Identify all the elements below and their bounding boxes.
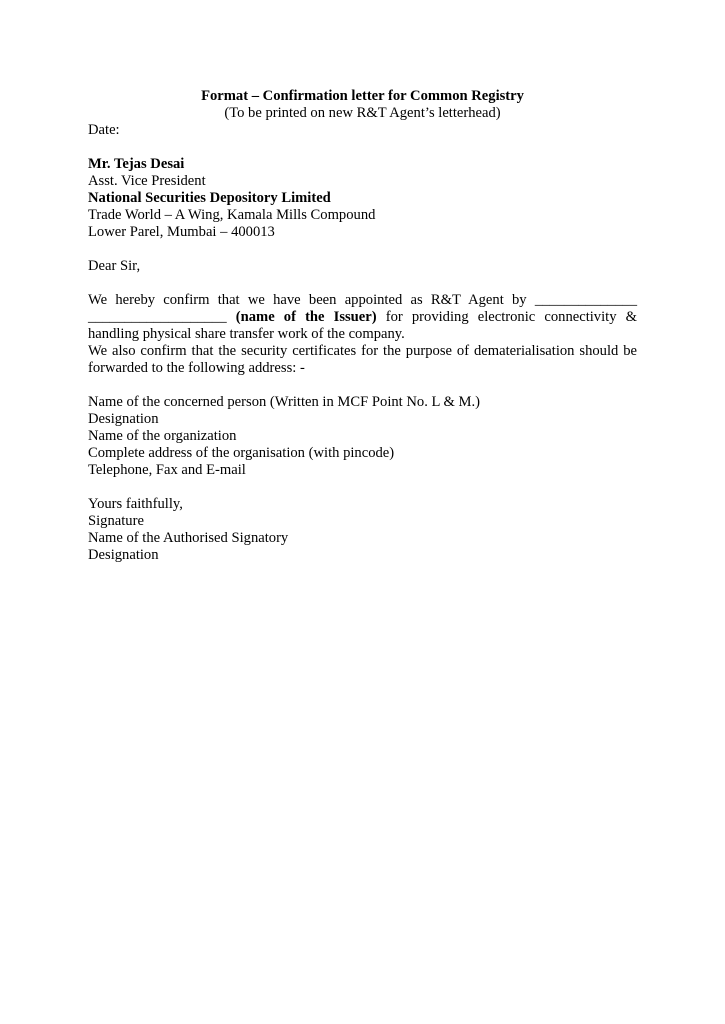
recipient-position: Asst. Vice President bbox=[88, 173, 206, 189]
spacer bbox=[88, 275, 637, 292]
address-fields-list bbox=[88, 394, 637, 479]
document-title: Format – Confirmation letter for Common Registry bbox=[201, 88, 524, 104]
signature-label: Signature bbox=[88, 513, 144, 529]
date-label: Date: bbox=[88, 122, 120, 138]
designation-label: Designation bbox=[88, 547, 159, 563]
list-item: Designation bbox=[88, 411, 159, 427]
paragraph-text: We hereby confirm that we have been appointed as R&T Agent by ______________ ___________________ bbox=[88, 292, 637, 325]
valediction: Yours faithfully, bbox=[88, 496, 183, 512]
closing-block bbox=[88, 496, 637, 564]
list-item: Complete address of the organisation (with pincode) bbox=[88, 445, 395, 461]
spacer bbox=[88, 377, 637, 394]
recipient-company: National Securities Depository Limited bbox=[88, 190, 331, 206]
list-item: Name of the concerned person (Written in MCF Point No. L & M.) bbox=[88, 394, 481, 410]
recipient-address-line2: Lower Parel, Mumbai – 400013 bbox=[88, 224, 275, 240]
issuer-placeholder-label: (name of the Issuer) bbox=[235, 309, 377, 325]
spacer bbox=[88, 241, 637, 258]
list-item: Name of the organization bbox=[88, 428, 237, 444]
spacer bbox=[88, 139, 637, 156]
list-item: Telephone, Fax and E-mail bbox=[88, 462, 246, 478]
confirmation-paragraph bbox=[88, 292, 637, 343]
address-paragraph: We also confirm that the security certificates for the purpose of dematerialisation should be forwarded to the following address: - bbox=[88, 343, 637, 376]
signatory-name-label: Name of the Authorised Signatory bbox=[88, 530, 289, 546]
recipient-address-line1: Trade World – A Wing, Kamala Mills Compound bbox=[88, 207, 376, 223]
recipient-name: Mr. Tejas Desai bbox=[88, 156, 185, 172]
salutation: Dear Sir, bbox=[88, 258, 141, 274]
spacer bbox=[88, 479, 637, 496]
recipient-block bbox=[88, 156, 637, 241]
paragraph-text: for providing electronic connectivity & handling physical share transfer work of the company. bbox=[88, 309, 637, 342]
document-subtitle: (To be printed on new R&T Agent’s letterhead) bbox=[224, 105, 501, 121]
letter-body bbox=[88, 88, 637, 564]
